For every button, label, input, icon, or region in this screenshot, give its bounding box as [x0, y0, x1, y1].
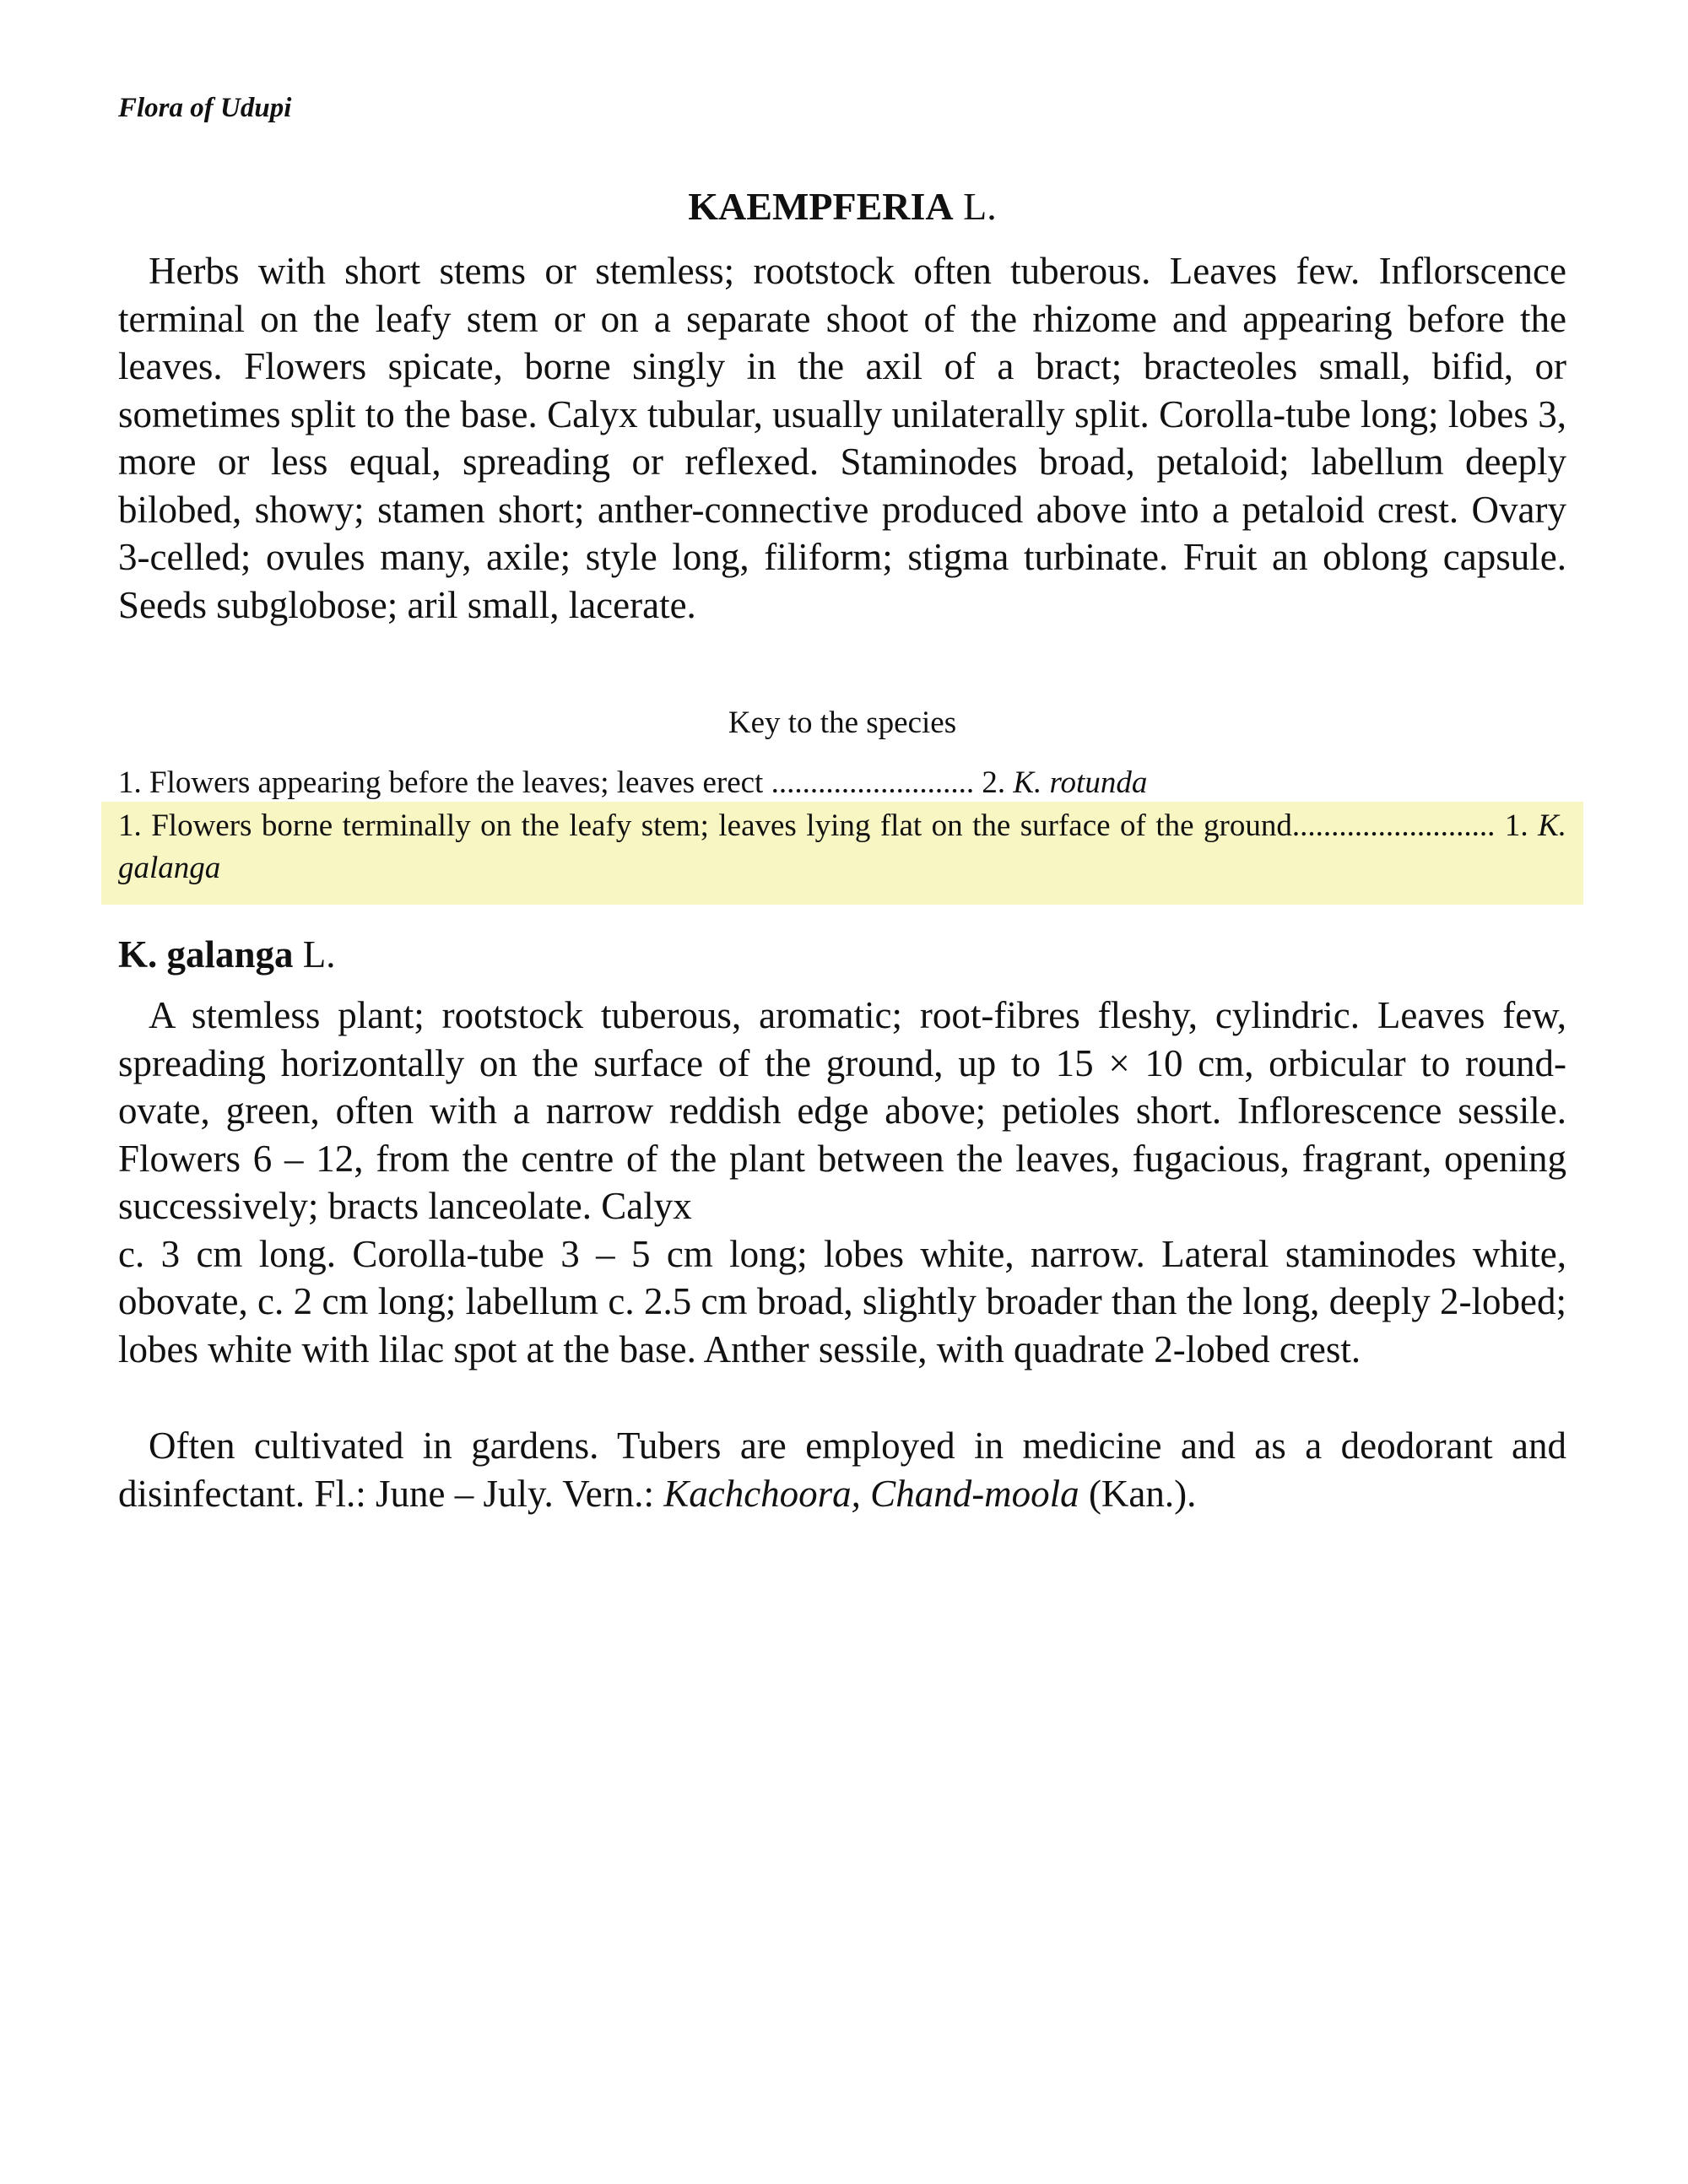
- species-author: L.: [302, 933, 336, 976]
- genus-author: L.: [963, 185, 997, 228]
- genus-name: KAEMPFERIA: [688, 185, 954, 228]
- species-notes: [118, 1422, 1566, 1517]
- genus-title: [118, 184, 1566, 229]
- key-title: Key to the species: [728, 705, 957, 740]
- key-entry: [118, 805, 1566, 889]
- species-name: K. galanga: [118, 933, 294, 976]
- species-description: [118, 992, 1566, 1373]
- species-description-part1: A stemless plant; rootstock tuberous, aromatic; root-fibres fleshy, cylindric. Leaves few, spreading horizontally on the surface of the ground, up to 15 × 10 cm, orbicular to round-ovate, green, often with a narrow reddish edge above; petioles short. Inflorescence sessile. Flowers 6 – 12, from the centre of the plant between the leaves, fugacious, fragrant, opening successively; bracts lanceolate. Calyx: [118, 994, 1566, 1227]
- genus-description: [118, 247, 1566, 629]
- key-entry-number: 2.: [982, 765, 1006, 800]
- vernacular-language: (Kan.).: [1088, 1472, 1197, 1515]
- species-title: [118, 933, 336, 976]
- key-entry-taxon: K. rotunda: [1013, 765, 1148, 800]
- genus-description-text: Herbs with short stems or stemless; rootstock often tuberous. Leaves few. Inflorscence terminal on the leafy stem or on a separate shoot of the rhizome and appearing before the leaves. Flowers spicate, borne singly in the axil of a bract; bracteoles small, bifid, or sometimes split to the base. Calyx tubular, usually unilaterally split. Corolla-tube long; lobes 3, more or less equal, spreading or reflexed. Staminodes broad, petaloid; labellum deeply bilobed, showy; stamen short; anther-connective produced above into a petaloid crest. Ovary 3-celled; ovules many, axile; style long, filiform; stigma turbinate. Fruit an oblong capsule. Seeds subglobose; aril small, lacerate.: [118, 250, 1566, 626]
- key-entry-lead: 1. Flowers appearing before the leaves; leaves erect ..........................: [118, 765, 975, 800]
- species-notes-paragraph: [118, 1422, 1566, 1517]
- key-entry-number: 1.: [1504, 808, 1528, 843]
- key-entry-lead: 1. Flowers borne terminally on the leafy stem; leaves lying flat on the surface of the ground..........................: [118, 808, 1496, 843]
- vernacular-names: Kachchoora, Chand-moola: [663, 1472, 1079, 1515]
- species-description-part2: c. 3 cm long. Corolla-tube 3 – 5 cm long; lobes white, narrow. Lateral staminodes white, obovate, c. 2 cm long; labellum c. 2.5 cm broad, slightly broader than the long, deeply 2-lobed; lobes white with lilac spot at the base. Anther sessile, with quadrate 2-lobed crest.: [118, 1232, 1566, 1370]
- key-entry: [118, 762, 1566, 804]
- species-notes-text: Often cultivated in gardens. Tubers are employed in medicine and as a deodorant and disinfectant. Fl.: June – July. Vern.:: [118, 1424, 1566, 1515]
- key-entry-taxon: K. galanga: [118, 808, 1567, 885]
- running-head: Flora of Udupi: [118, 93, 292, 123]
